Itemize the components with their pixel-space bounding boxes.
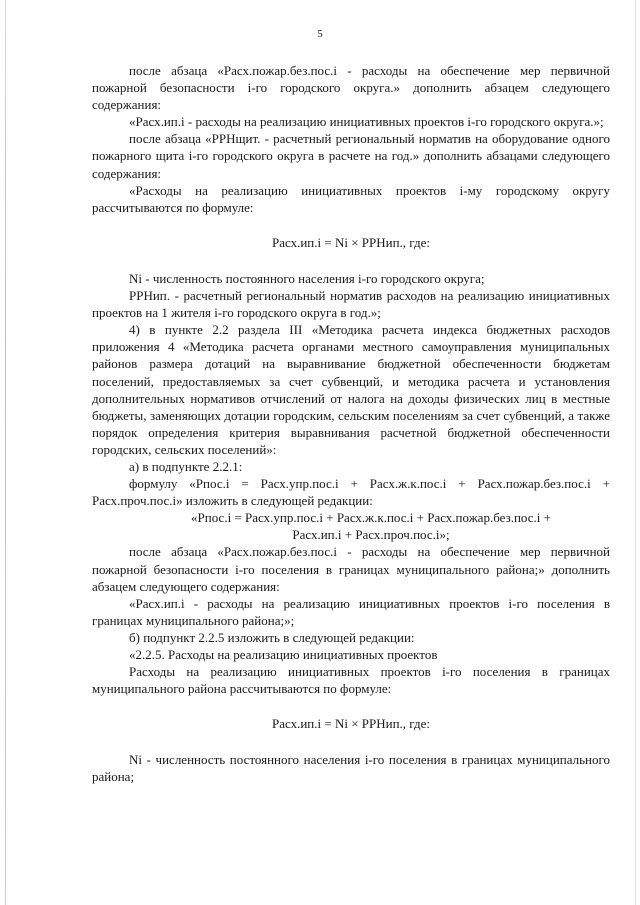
paragraph: «Расходы на реализацию инициативных проектов i-му городскому округу рассчитываются по формуле: <box>92 182 610 215</box>
formula-line: «Рпос.i = Расх.упр.пос.i + Расх.ж.к.пос.i + Расх.пожар.без.пос.i + <box>191 510 551 526</box>
paragraph: Ni - численность постоянного населения i-го городского округа; <box>129 270 485 286</box>
formula: Расх.ип.i = Ni × РРНип., где: <box>272 234 430 250</box>
scan-edge-left <box>5 0 6 905</box>
page-number: 5 <box>317 28 323 40</box>
paragraph: Расходы на реализацию инициативных проектов i-го поселения в границах муниципального района рассчитываются по формуле: <box>92 664 610 697</box>
paragraph: Ni - численность постоянного населения i-го поселения в границах муниципального района; <box>92 752 610 785</box>
document-body <box>92 62 610 786</box>
paragraph: а) в подпункте 2.2.1: <box>129 458 243 474</box>
scan-edge-right <box>635 0 636 905</box>
paragraph: после абзаца «РРНщит. - расчетный региональный норматив на оборудование одного пожарного щита i-го городского округа в расчете на год.» дополнить абзацами следующего содержания: <box>92 131 610 181</box>
paragraph: б) подпункт 2.2.5 изложить в следующей редакции: <box>129 629 415 645</box>
paragraph: после абзаца «Расх.пожар.без.пос.i - расходы на обеспечение мер первичной пожарной безопасности i-го городского округа.» дополнить абзацем следующего содержания: <box>92 63 610 113</box>
paragraph: после абзаца «Расх.пожар.без.пос.i - расходы на обеспечение мер первичной пожарной безопасности i-го поселения в границах муниципального района;» дополнить абзацем следующего содержания: <box>92 544 610 594</box>
paragraph: «Расх.ип.i - расходы на реализацию инициативных проектов i-го поселения в границах муниципального района;»; <box>92 595 610 628</box>
paragraph: «2.2.5. Расходы на реализацию инициативных проектов <box>129 647 438 662</box>
paragraph: 4) в пункте 2.2 раздела III «Методика расчета индекса бюджетных расходов приложения 4 «Методика расчета органами местного самоуправления муниципальных районов размера дотаций на выравнивание бюджетной обеспеченности бюджетам поселений, предоставляемых за счет субвенций, и методика расчета и установления дополнительных нормативов отчислений от налога на доходы физических лиц в местные бюджеты, заменяющих дотации городским, сельским поселениям за счет субвенций, а также порядок определения критерия выравнивания расчетной бюджетной обеспеченности городских, сельских поселений»: <box>92 322 610 457</box>
paragraph: РРНип. - расчетный региональный норматив расходов на реализацию инициативных проектов на 1 жителя i-го городского округа в год.»; <box>92 288 610 321</box>
formula-line: Расх.ип.i + Расх.проч.пос.i»; <box>292 527 450 543</box>
formula: Расх.ип.i = Ni × РРНип., где: <box>272 716 430 732</box>
paragraph: формулу «Рпос.i = Расх.упр.пос.i + Расх.ж.к.пос.i + Расх.пожар.без.пос.i + Расх.проч.пос.i» изложить в следующей редакции: <box>92 476 610 509</box>
paragraph: «Расх.ип.i - расходы на реализацию инициативных проектов i-го городского округа.»; <box>129 114 604 130</box>
